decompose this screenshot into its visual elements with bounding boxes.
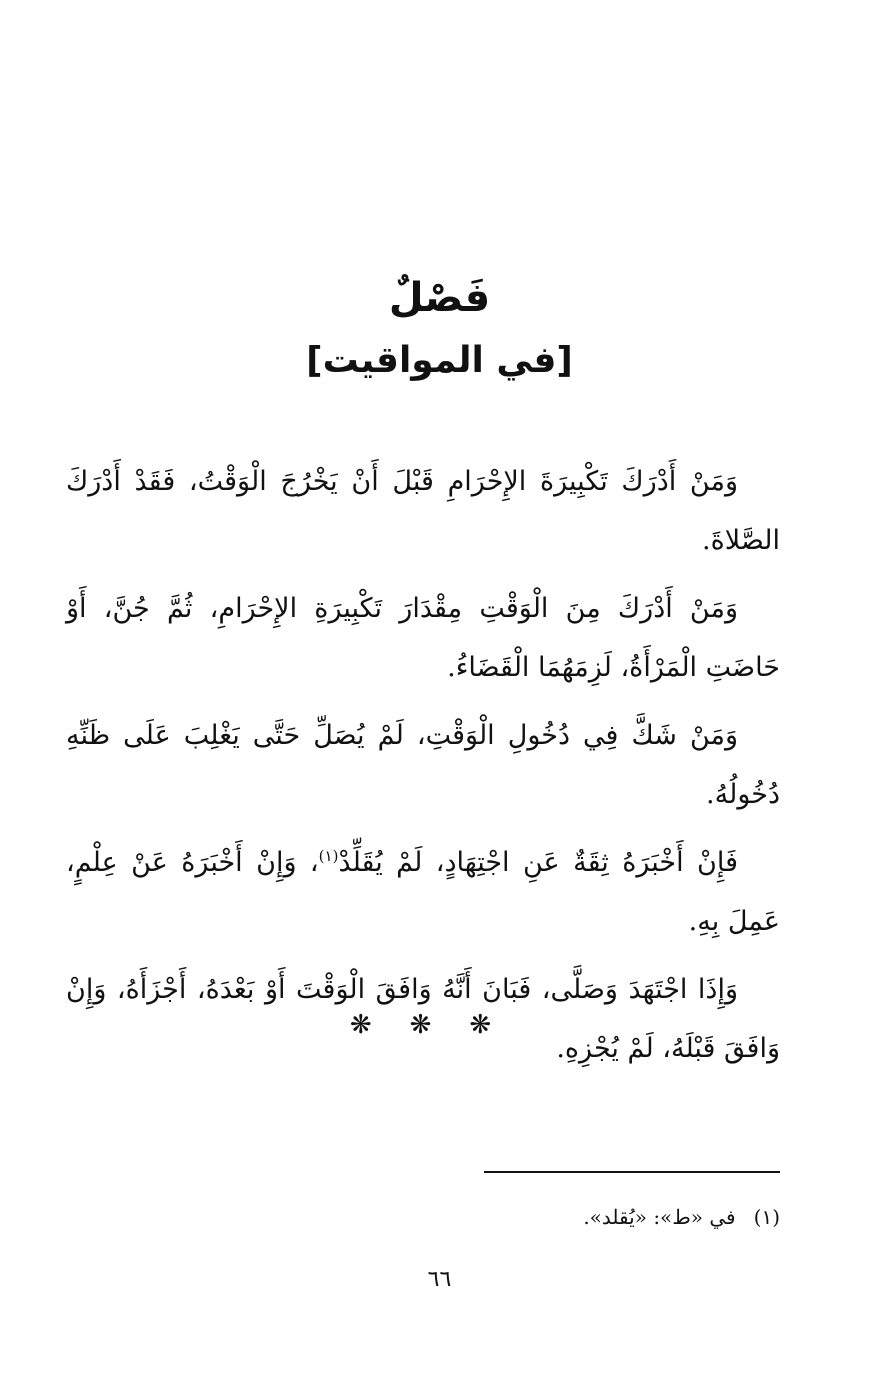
- section-separator-stars: ❋❋❋: [349, 1010, 530, 1040]
- footnote-text: في «ط»: «يُقلد».: [583, 1205, 736, 1229]
- footnote-reference[interactable]: (١): [318, 847, 339, 865]
- paragraph-doubt: وَمَنْ شَكَّ فِي دُخُولِ الْوَقْتِ، لَمْ يُصَلِّ حَتَّى يَغْلِبَ عَلَى ظَنِّهِ دُخُولُهُ.: [66, 720, 780, 810]
- paragraph-trusted-informant: [66, 833, 780, 951]
- paragraph-text-before-ref: فَإِنْ أَخْبَرَهُ ثِقَةٌ عَنِ اجْتِهَادٍ، لَمْ يُقَلِّدْ: [338, 847, 738, 878]
- footnote: [300, 1202, 780, 1232]
- paragraph-text-after-ref: ، وَإِنْ أَخْبَرَهُ عَنْ عِلْمٍ، عَمِلَ بِهِ.: [66, 847, 780, 937]
- page-number: ٦٦: [427, 1267, 452, 1292]
- paragraph-ijtihad: وَإِذَا اجْتَهَدَ وَصَلَّى، فَبَانَ أَنَّهُ وَافَقَ الْوَقْتَ أَوْ بَعْدَهُ، أَجْزَأَهُ، وَإِنْ وَافَقَ قَبْلَهُ، لَمْ يُجْزِهِ.: [66, 974, 780, 1064]
- section-title: فَصْلٌ: [388, 275, 491, 321]
- footnote-divider: [484, 1171, 780, 1173]
- paragraph-takbir: وَمَنْ أَدْرَكَ تَكْبِيرَةَ الإِحْرَامِ قَبْلَ أَنْ يَخْرُجَ الْوَقْتُ، فَقَدْ أَدْرَكَ الصَّلاةَ.: [66, 466, 780, 556]
- main-text: [66, 452, 780, 1087]
- section-subtitle: [في المواقيت]: [306, 340, 573, 381]
- paragraph-qada: وَمَنْ أَدْرَكَ مِنَ الْوَقْتِ مِقْدَارَ تَكْبِيرَةِ الإِحْرَامِ، ثُمَّ جُنَّ، أَوْ حَاضَتِ الْمَرْأَةُ، لَزِمَهُمَا الْقَضَاءُ.: [66, 593, 780, 683]
- footnote-number: (١): [753, 1205, 780, 1229]
